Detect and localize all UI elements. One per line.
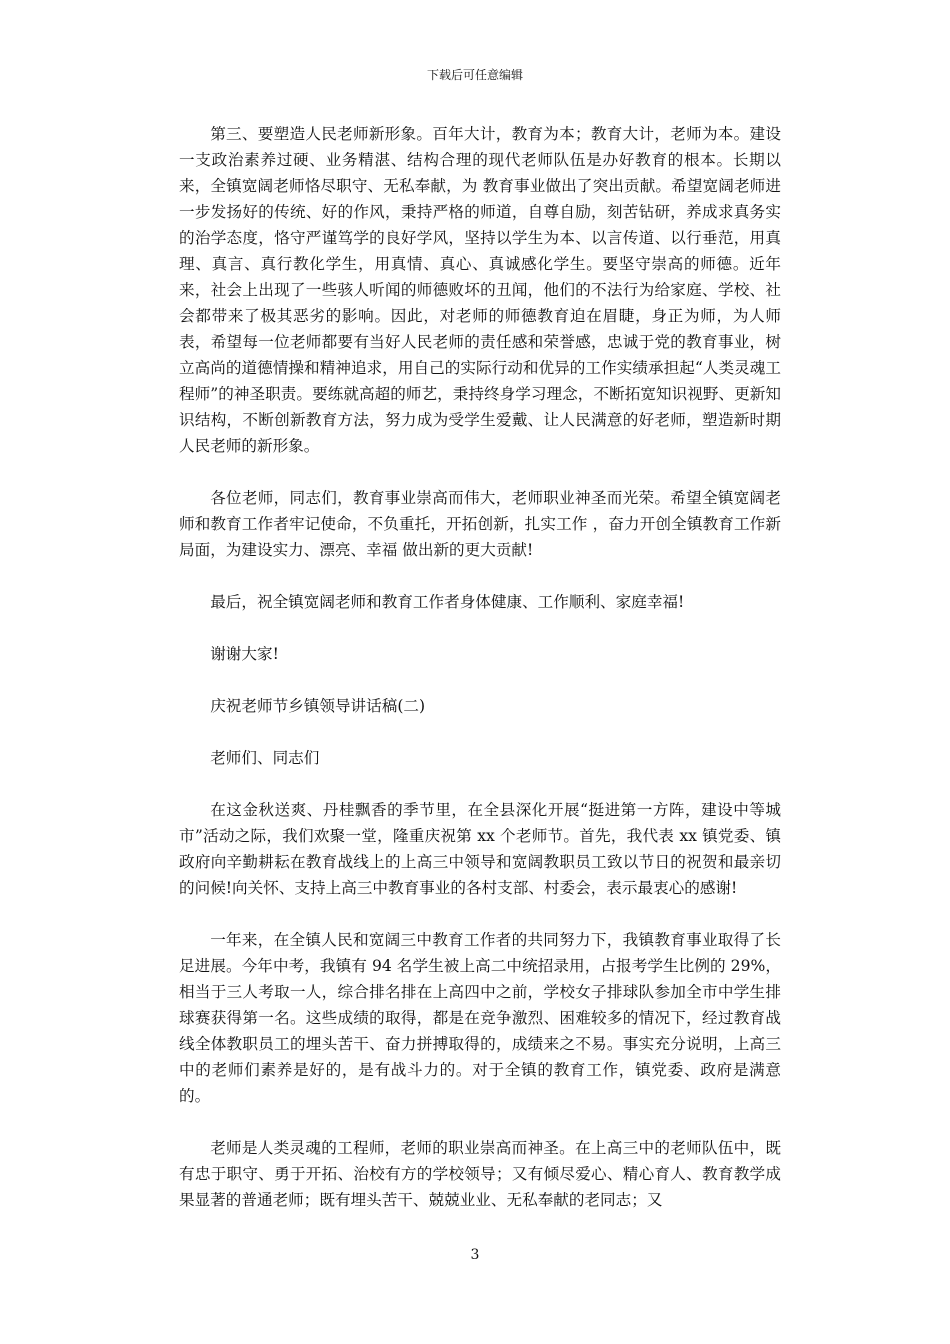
paragraph-teacher-image: 第三、要塑造人民老师新形象。百年大计，教育为本；教育大计，老师为本。建设一支政治素养过硬、业务精湛、结构合理的现代老师队伍是办好教育的根本。长期以来，全镇宽阔老师恪尽职守、无私奉献，为 教育事业做出了突出贡献。希望宽阔老师进一步发扬好的传统、好的作风，秉持严格的师道，自尊自励，刻苦钻研，养成求真务实的治学态度，恪守严谨笃学的良好学风，坚持以学生为本、以言传道、以行垂范，用真理、真言、真行教化学生，用真情、真心、真诚感化学生。要坚守崇高的师德。近年来，社会上出现了一些骇人听闻的师德败坏的丑闻，他们的不法行为给家庭、学校、社会都带来了极其恶劣的影响。因此，对老师的师德教育迫在眉睫，身正为师，为人师表，希望每一位老师都要有当好人民老师的责任感和荣誉感，忠诚于党的教育事业，树立高尚的道德情操和精神追求，用自己的实际行动和优异的工作实绩承担起“人类灵魂工程师”的神圣职责。要练就高超的师艺，秉持终身学习理念，不断拓宽知识视野、更新知识结构，不断创新教育方法，努力成为受学生爱戴、让人民满意的好老师，塑造新时期人民老师的新形象。 — [179, 125, 781, 455]
paragraph-wishes: 最后，祝全镇宽阔老师和教育工作者身体健康、工作顺利、家庭幸福! — [210, 593, 685, 611]
page-number: 3 — [470, 1247, 480, 1263]
download-note: 下载后可任意编辑 — [426, 68, 523, 82]
paragraph-celebration: 在这金秋送爽、丹桂飘香的季节里，在全县深化开展“挺进第一方阵，建设中等城市”活动之际，我们欢聚一堂，隆重庆祝第 xx 个老师节。首先，我代表 xx 镇党委、镇政府向辛勤耕耘在教育战线上的上高三中领导和宽阔教职员工致以节日的祝贺和最亲切的问候!向关怀、支持上高三中教育事业的各村支部、村委会，表示最衷心的感谢! — [179, 801, 781, 897]
paragraph-achievements: 一年来，在全镇人民和宽阔三中教育工作者的共同努力下，我镇教育事业取得了长足进展。今年中考，我镇有 94 名学生被上高二中统招录用，占报考学生比例的 29%，相当于三人考取一人，综合排名排在上高四中之前，学校女子排球队参加全市中学生排球赛获得第一名。这些成绩的取得，都是在竞争激烈、困难较多的情况下，经过教育战线全体教职员工的埋头苦干、奋力拼搏取得的，成绩来之不易。事实充分说明，上高三中的老师们素养是好的，是有战斗力的。对于全镇的教育工作，镇党委、政府是满意的。 — [179, 931, 781, 1105]
paragraph-teacher-team: 老师是人类灵魂的工程师，老师的职业崇高而神圣。在上高三中的老师队伍中，既有忠于职守、勇于开拓、治校有方的学校领导；又有倾尽爱心、精心育人、教育教学成果显著的普通老师；既有埋头苦干、兢兢业业、无私奉献的老同志；又 — [179, 1139, 781, 1209]
document-body — [179, 121, 781, 1239]
salutation: 老师们、同志们 — [210, 749, 320, 767]
section-title: 庆祝老师节乡镇领导讲话稿(二) — [210, 697, 426, 715]
paragraph-thanks: 谢谢大家! — [210, 645, 279, 663]
paragraph-call-to-action: 各位老师，同志们，教育事业崇高而伟大，老师职业神圣而光荣。希望全镇宽阔老师和教育工作者牢记使命，不负重托，开拓创新，扎实工作 ，奋力开创全镇教育工作新局面，为建设实力、漂亮、幸福 做出新的更大贡献! — [179, 489, 781, 559]
